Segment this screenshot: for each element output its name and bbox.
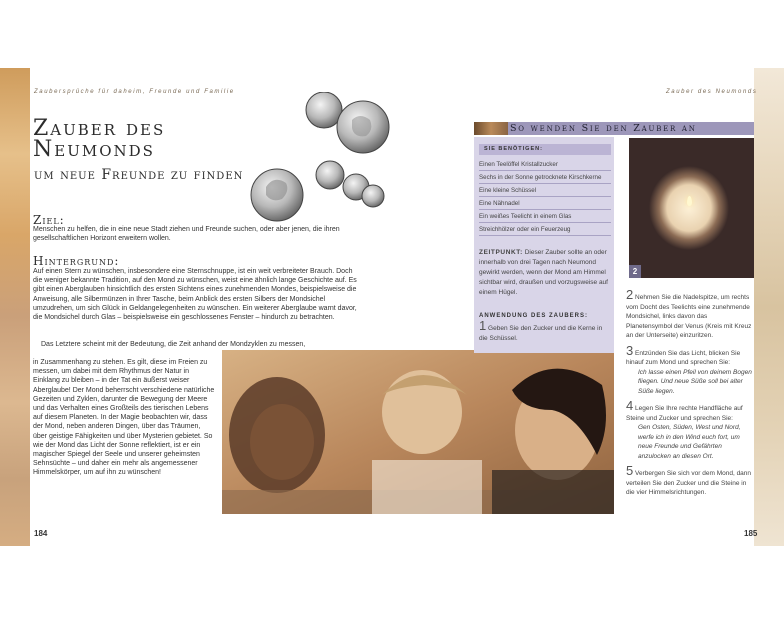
ziel-heading: Ziel: xyxy=(33,213,65,227)
step-text: Geben Sie den Zucker und die Kerne in die Schüssel. xyxy=(479,325,603,342)
ingredient-item: Streichhölzer oder ein Feuerzeug xyxy=(479,223,611,236)
hintergrund-paragraph-2: Das Letztere scheint mit der Bedeutung, die Zeit anhand der Mondzyklen zu messen, xyxy=(41,341,306,348)
spell-text: Ich lasse einen Pfeil von deinem Bogen fliegen. Und neue Süße soll bei alter Süße liegen. xyxy=(638,368,752,395)
step-2 xyxy=(626,287,754,341)
zeitpunkt-block xyxy=(479,248,611,298)
page-subtitle: um neue Freunde zu finden xyxy=(34,167,244,183)
step-number: 2 xyxy=(626,287,634,302)
steps-list xyxy=(626,287,754,503)
tealight-candle-photo xyxy=(629,138,754,278)
hintergrund-heading: Hintergrund: xyxy=(33,254,120,268)
ingredient-item: Eine kleine Schüssel xyxy=(479,184,611,197)
anwendung-heading: ANWENDUNG DES ZAUBERS: xyxy=(479,313,588,319)
ingredients-heading: SIE BENÖTIGEN: xyxy=(479,144,611,155)
ziel-text: Menschen zu helfen, die in eine neue Stadt ziehen und Freunde suchen, oder aber jenen, die ihren gesellschaftlichen Horizont erweitern wollen. xyxy=(33,226,340,243)
page-title: Zauber des Neumonds xyxy=(33,116,166,162)
photo-number-badge: 2 xyxy=(629,265,641,278)
ingredient-item: Einen Teelöffel Kristallzucker xyxy=(479,158,611,171)
step-number: 3 xyxy=(626,342,634,358)
step-4 xyxy=(626,398,754,461)
hintergrund-paragraph-1: Auf einen Stern zu wünschen, insbesondere eine Sternschnuppe, ist ein weit verbreiteter Brauch. Doch die weniger bekannte Tradition, auf den Mond zu wünschen, weist eine ähnlich lange Geschichte auf. Es gibt einen Aberglauben hinsichtlich des ersten Sichtens eines zunehmenden Mondes, beispielsweise die Anweisung, alle Silbermünzen in Ihrer Tasche, beim Anblick des ersten Silbers der Mondsichel umzudrehen, um sich Glück in Geldangelegenheiten zu wünschen. Ein weiterer Aberglaube warnt davor, die Mondsichel durch Glas – beispielsweise ein geschlossenes Fenster – hindurch zu betrachten. xyxy=(33,268,357,322)
step-3 xyxy=(626,342,754,397)
panel-title: So wenden Sie den Zauber an xyxy=(510,123,697,134)
ingredient-item: Ein weißes Teelicht in einem Glas xyxy=(479,210,611,223)
spell-text: Gen Osten, Süden, West und Nord, werfe ich in den Wind euch fort, um neue Freunde und Gefährten anzulocken an diesen Ort. xyxy=(638,424,741,460)
running-head-right: Zauber des Neumonds xyxy=(666,89,758,95)
zeitpunkt-text: Dieser Zauber sollte an oder innerhalb von drei Tagen nach Neumond gewirkt werden, wenn der Mond am Himmel sichtbar wird, draußen und vorzugsweise auf einem Hügel. xyxy=(479,249,608,296)
page-number-right: 185 xyxy=(744,529,758,538)
step-5 xyxy=(626,463,754,498)
step-text: Nehmen Sie die Nadelspitze, um rechts vom Docht des Teelichts eine zunehmende Mondsichel, links davon das Planetensymbol der Venus (Kreis mit Kreuz an der Unterseite) einzuritzen. xyxy=(626,294,752,339)
three-women-photo xyxy=(222,350,614,514)
right-edge-photo xyxy=(754,68,784,546)
step-text: Verbergen Sie sich vor dem Mond, dann verteilen Sie den Zucker und die Steine in die vier Himmelsrichtungen. xyxy=(626,470,752,496)
step-number: 1 xyxy=(479,318,487,333)
step-number: 5 xyxy=(626,463,634,478)
ingredient-item: Sechs in der Sonne getrocknete Kirschkerne xyxy=(479,171,611,184)
ingredient-item: Eine Nähnadel xyxy=(479,197,611,210)
zeitpunkt-label: ZEITPUNKT: xyxy=(479,249,523,256)
page-number-left: 184 xyxy=(34,529,48,538)
step-text: Entzünden Sie das Licht, blicken Sie hinauf zum Mond und sprechen Sie: xyxy=(626,349,741,366)
step-1 xyxy=(479,318,611,344)
left-edge-photo xyxy=(0,68,30,546)
hintergrund-paragraph-3: in Zusammenhang zu stehen. Es gilt, diese im Freien zu messen, um dabei mit dem Rhythmus der Natur in Einklang zu bleiben – in der Tat ein äußerst weiser Aberglaube! Der Mond beherrscht verschiedene natürliche Gezeiten und Zyklen, darunter die Bewegung der Meere und das Verhalten eines Großteils des tierischen Lebens auf diesem Planeten. In der Magie beobachten wir, dass der Mond, neben anderen Dingen, über das Träumen, über geistige Fähigkeiten und über Mysterien gebietet. So wie der Mond das Licht der Sonne reflektiert, ist er ein magischer Spiegel der Seele und unserer geheimsten Sehnsüchte – und daher ein mehr als angemessener Himmelskörper, um auf ihn zu wünschen! xyxy=(33,359,215,477)
ingredients-list xyxy=(479,158,611,236)
step-text: Legen Sie Ihre rechte Handfläche auf Steine und Zucker und sprechen Sie: xyxy=(626,405,743,422)
step-number: 4 xyxy=(626,398,634,413)
candle-flame-icon xyxy=(687,196,692,206)
running-head-left: Zaubersprüche für daheim, Freunde und Familie xyxy=(34,89,235,95)
panel-title-photo xyxy=(474,122,508,135)
silver-coins-image xyxy=(246,92,396,222)
